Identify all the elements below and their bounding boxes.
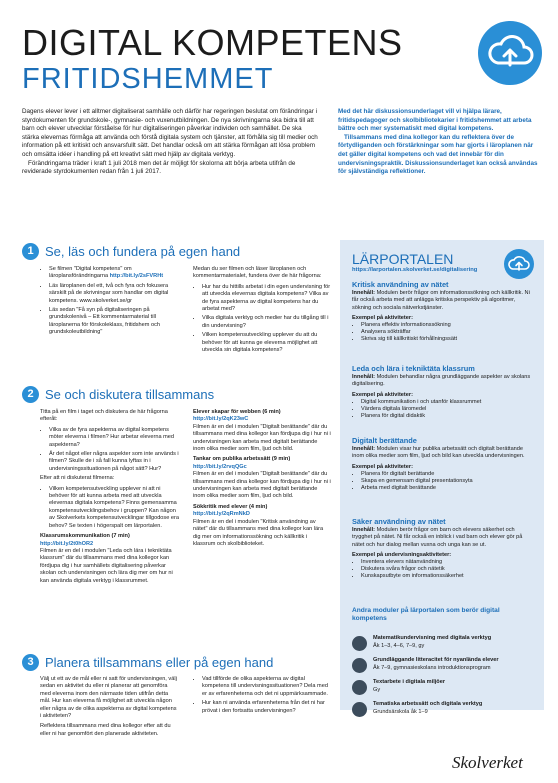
page-title: DIGITAL KOMPETENS xyxy=(22,22,403,63)
list-item: • Kunskapsutbyte om informationssäkerhet xyxy=(361,573,536,580)
blue-intro-paragraph: Med det här diskussionsunderlaget vill vi hjälpa lärare, fritidspedagoger och skolbibliotekarier i fritidshemmet att arbeta bättre och mer systematiskt med digital kompetens. xyxy=(338,108,532,133)
section3-right-column xyxy=(193,676,331,717)
list-item: • Värdera digitala läromedel xyxy=(361,406,536,413)
panel-link[interactable]: https://larportalen.skolverket.se/digitalisering xyxy=(352,267,478,273)
list-item: • Skriva sig till källkritiskt förhållningssätt xyxy=(361,336,536,343)
section-heading: Se och diskutera tillsammans xyxy=(45,387,215,402)
list-item: • Planera för digitalt berättande xyxy=(361,471,536,478)
list-item: • Vilken kompetensutveckling upplever du att du behöver för att kunna ge eleverna möjlighet att utveckla sin digitala kompetens? xyxy=(202,332,331,354)
list-item: • Vilka digitala verktyg och medier har du tillgång till i din undervisning? xyxy=(202,315,331,330)
column-intro: Medan du ser filmen och läser läroplanen och kommentarmaterialet, fundera över de här frågorna: xyxy=(193,266,322,280)
blue-intro-text xyxy=(338,108,542,177)
intro-paragraph: Förändringarna träder i kraft 1 juli 2018 men det är möjligt för skolorna att börja arbeta utifrån de reviderade styrdokumenten redan från 1 juli 2017. xyxy=(22,159,296,176)
module-item[interactable]: Textarbete i digitala miljöer Gy xyxy=(352,678,536,700)
list-item: • Analysera sökträffar xyxy=(361,329,536,336)
list-item: • Hur har du hittills arbetat i din egen undervisning för att utveckla elevernas digitala kompetens? Vilka av de fyra aspekterna av digital kompetens har du arbetat med? xyxy=(202,284,331,314)
section2-left-column xyxy=(40,409,180,585)
list-item: • Se filmen "Digital kompetens" om läroplansförändringarna http://bit.ly/2sFVRHt xyxy=(49,266,175,281)
film-description: Filmen är en del i modulen "Digitalt berättande" där du tillsammans med dina kollegor kan fördjupa dig i hur ni i undervisningen kan arbeta med digitalt berättande inom olika medier som film, ljud och bild. xyxy=(193,471,331,500)
module-heading: Leda och lära i tekniktäta klassrum xyxy=(352,364,475,373)
intro-text xyxy=(22,108,318,177)
panel-title: LÄRPORTALEN xyxy=(352,251,454,267)
calculator-icon xyxy=(352,636,367,651)
column-text: Välj ut ett av de mål eller ni satt för undervisningen, välj sedan en aktivitet du eller ni planerar att genomföra med eleverna inom den närmaste tiden utifrån detta mål. Hur kan eleverna få möjlighet att utveckla någon eller några av de olika aspekterna av digital kompetens i aktiviteten? xyxy=(40,676,177,720)
cloud-upload-icon xyxy=(478,21,542,85)
film-description: Filmen är en del i modulen "Kritisk användning av nätet" där du tillsammans med dina kollegor kan lära dig mer om informationssökning och källkritik i klassrum och skolbiblioteket. xyxy=(193,518,324,547)
list-item: • Vad tillförde de olika aspekterna av digital kompetens till undervisningssituationen? Dela med er av erfarenheterna och det ni uppmärksammade. xyxy=(202,676,331,698)
module-block: Säker användning av nätet Innehåll: Modulen berör frågor om barn och elevers säkerhet och trygghet på nätet. Ni får också en inblick i vad barn och elever gör på nätet och hur dialog mellan vuxna och unga kan se ut. Exempel på undervisningsaktiviteter: • Inventera elevers nätanvändning • Diskutera svåra frågor och nätetik • Kunskapsutbyte om informationssäkerhet xyxy=(352,518,536,581)
module-block: Kritisk användning av nätet Innehåll: Modulen berör frågor om informationssökning och källkritik. Ni får också arbeta med att anlägga kritiska perspektiv på algoritmer, sökning och sociala nätverkstjänster. Exempel på aktiviteter: • Planera effektiv informationssökning • Analysera sökträffar • Skriva sig till källkritiskt förhållningssätt xyxy=(352,281,536,344)
section-number: 3 xyxy=(22,654,39,671)
speech-bubble-icon xyxy=(352,658,367,673)
skolverket-logo: Skolverket xyxy=(452,753,523,772)
link[interactable]: http://bit.ly/2qK23wC xyxy=(193,416,249,423)
section3-left-column xyxy=(40,676,178,741)
section-heading: Planera tillsammans eller på egen hand xyxy=(45,655,274,670)
film-description: Filmen är en del i modulen "Digitalt berättande" där du tillsammans med dina kollegor kan fördjupa dig i hur ni i undervisningen kan arbeta med digitalt berättande inom olika medier som film, ljud och bild. xyxy=(193,423,331,453)
film-title: Elever skapar för webben (6 min) xyxy=(193,409,281,415)
film-title: Tankar om publika arbetssätt (9 min) xyxy=(193,456,291,463)
list-item: • Läs läroplanen del ett, två och fyra och fokusera särskilt på de skrivningar som handlar om digital kompetens. www.skolverket.se/gr xyxy=(49,283,175,305)
list-item: • Diskutera svåra frågor och nätetik xyxy=(361,566,536,573)
module-heading: Säker användning av nätet xyxy=(352,517,446,526)
link[interactable]: http://bit.ly/2t0hOR2 xyxy=(40,540,94,547)
film-title: Sökkritik med elever (4 min) xyxy=(193,503,268,510)
module-heading: Digitalt berättande xyxy=(352,436,417,445)
section1-right-column xyxy=(193,266,331,356)
module-block: Leda och lära i tekniktäta klassrum Innehåll: Modulen behandlar några grundläggande aspekter av skolans digitalisering. Exempel på aktiviteter: • Digital kommunikation i och utanför klassrummet • Värdera digitala läromedel • Planera för digital didaktik xyxy=(352,365,536,420)
module-item[interactable]: Tematiska arbetssätt och digitala verktyg Grundsärskola åk 1–9 xyxy=(352,700,536,722)
column-intro: Titta på en film i taget och diskutera de här frågorna efteråt: xyxy=(40,409,168,423)
list-item: • Läs sedan "Få syn på digitaliseringen på grundskolenivå – Ett kommentarmaterial till läroplanerna för förskoleklass, fritidshem och grundskoleutbildning" xyxy=(49,307,175,337)
list-item: • Skapa en gemensam digital presentationsyta xyxy=(361,478,536,485)
list-item: • Inventera elevers nätanvändning xyxy=(361,559,536,566)
intro-paragraph: Dagens elever lever i ett alltmer digitaliserat samhälle och därför har regeringen beslutat om förändringar i styrdokumenten för grundskole-, gymnasie- och vuxenutbildningen. De nya skrivningarna ska bidra till att barn och elever utvecklar förståelse för hur digitaliseringen påverkar individen och samhället. De ska stärka elevernas förmåga att använda och förstå digitala system och tjänster, att förhålla sig till medier och information på ett kritiskt och ansvarsfullt sätt. Det handlar också om att stärka förmågan att lösa problem och omsätta idéer i handling på ett kreativt sätt med hjälp av digitala verktyg. xyxy=(22,108,318,158)
module-item[interactable]: Grundläggande litteracitet för nyanlända elever Åk 7–9, gymnasieskolans introduktionsprogram xyxy=(352,656,536,678)
section2-right-column xyxy=(193,409,331,551)
modules-heading: Andra moduler på lärportalen som berör digital kompetens xyxy=(352,607,500,623)
list-item: • Hur kan ni använda erfarenheterna från det ni har prövat i den fortsatta undervisningen? xyxy=(202,700,331,715)
section-heading: Se, läs och fundera på egen hand xyxy=(45,244,241,259)
module-heading: Kritisk användning av nätet xyxy=(352,280,449,289)
list-item: • Vilken kompetensutveckling upplever ni att ni behöver för att kunna arbeta med att utveckla elevernas digitala kompetens? Finns gemensamma kompetensutvecklingsbehov i gruppen? Kan någon av Skolverkets kompetensutvecklingar tillgodose era behov? Se texten i högerspalt om lärportalen. xyxy=(49,486,180,530)
list-item: • Arbeta med digitalt berättande xyxy=(361,485,536,492)
cloud-upload-icon xyxy=(504,249,534,279)
list-item: • Planera för digital didaktik xyxy=(361,413,536,420)
column-text: Efter att ni diskuterat filmerna: xyxy=(40,475,115,482)
list-item: • Är det något eller några aspekter som inte används i filmen? Skulle de i så fall kunna lyftas in i undervisningssituationen på något sätt? Hur? xyxy=(49,451,180,473)
section1-left-column xyxy=(40,266,175,339)
link[interactable]: http://bit.ly/2sFVRHt xyxy=(109,273,164,280)
link[interactable]: http://bit.ly/2rvqQGc xyxy=(193,463,247,470)
column-text: Reflektera tillsammans med dina kollegor efter att du eller ni har genomfört den planerade aktiviteten. xyxy=(40,723,171,737)
section-number: 1 xyxy=(22,243,39,260)
page-subtitle: FRITIDSHEMMET xyxy=(22,63,274,95)
document-icon xyxy=(352,680,367,695)
section-number: 2 xyxy=(22,386,39,403)
blue-intro-paragraph: Tillsammans med dina kollegor kan du reflektera över de förtydliganden och förstärkningar som har gjorts i läroplanen när det gäller digital kompetens och vad det innebär för din undervisningspraktik. Diskussionsunderlaget kan också användas för självständiga reflektioner. xyxy=(338,133,538,176)
film-description: Filmen är en del i modulen "Leda och lära i tekniktäta klassrum" där du tillsammans med dina kollegor kan fördjupa dig i hur samhällets digitalisering påverkar skolan och undervisningen och lära dig mer om hur ni kan använda digitala verktyg i klassrummet. xyxy=(40,547,173,584)
film-title: Klassrumskommunikation (7 min) xyxy=(40,533,130,540)
list-item: • Planera effektiv informationssökning xyxy=(361,322,536,329)
puzzle-icon xyxy=(352,702,367,717)
link[interactable]: http://bit.ly/2qRmNkD xyxy=(193,511,250,518)
list-item: • Digital kommunikation i och utanför klassrummet xyxy=(361,399,536,406)
module-block: Digitalt berättande Innehåll: Modulen visar hur publika arbetssätt och digitalt berättande inom olika medier som film, ljud och bild kan utveckla undervisningen. Exempel på aktiviteter: • Planera för digitalt berättande • Skapa en gemensam digital presentationsyta • Arbeta med digitalt berättande xyxy=(352,437,536,492)
module-item[interactable]: Matematikundervisning med digitala verktyg Åk 1–3, 4–6, 7–9, gy xyxy=(352,634,536,656)
list-item: • Vilka av de fyra aspekterna av digital kompetens möter eleverna i filmen? Hur arbetar eleverna med aspekterna? xyxy=(49,427,180,449)
